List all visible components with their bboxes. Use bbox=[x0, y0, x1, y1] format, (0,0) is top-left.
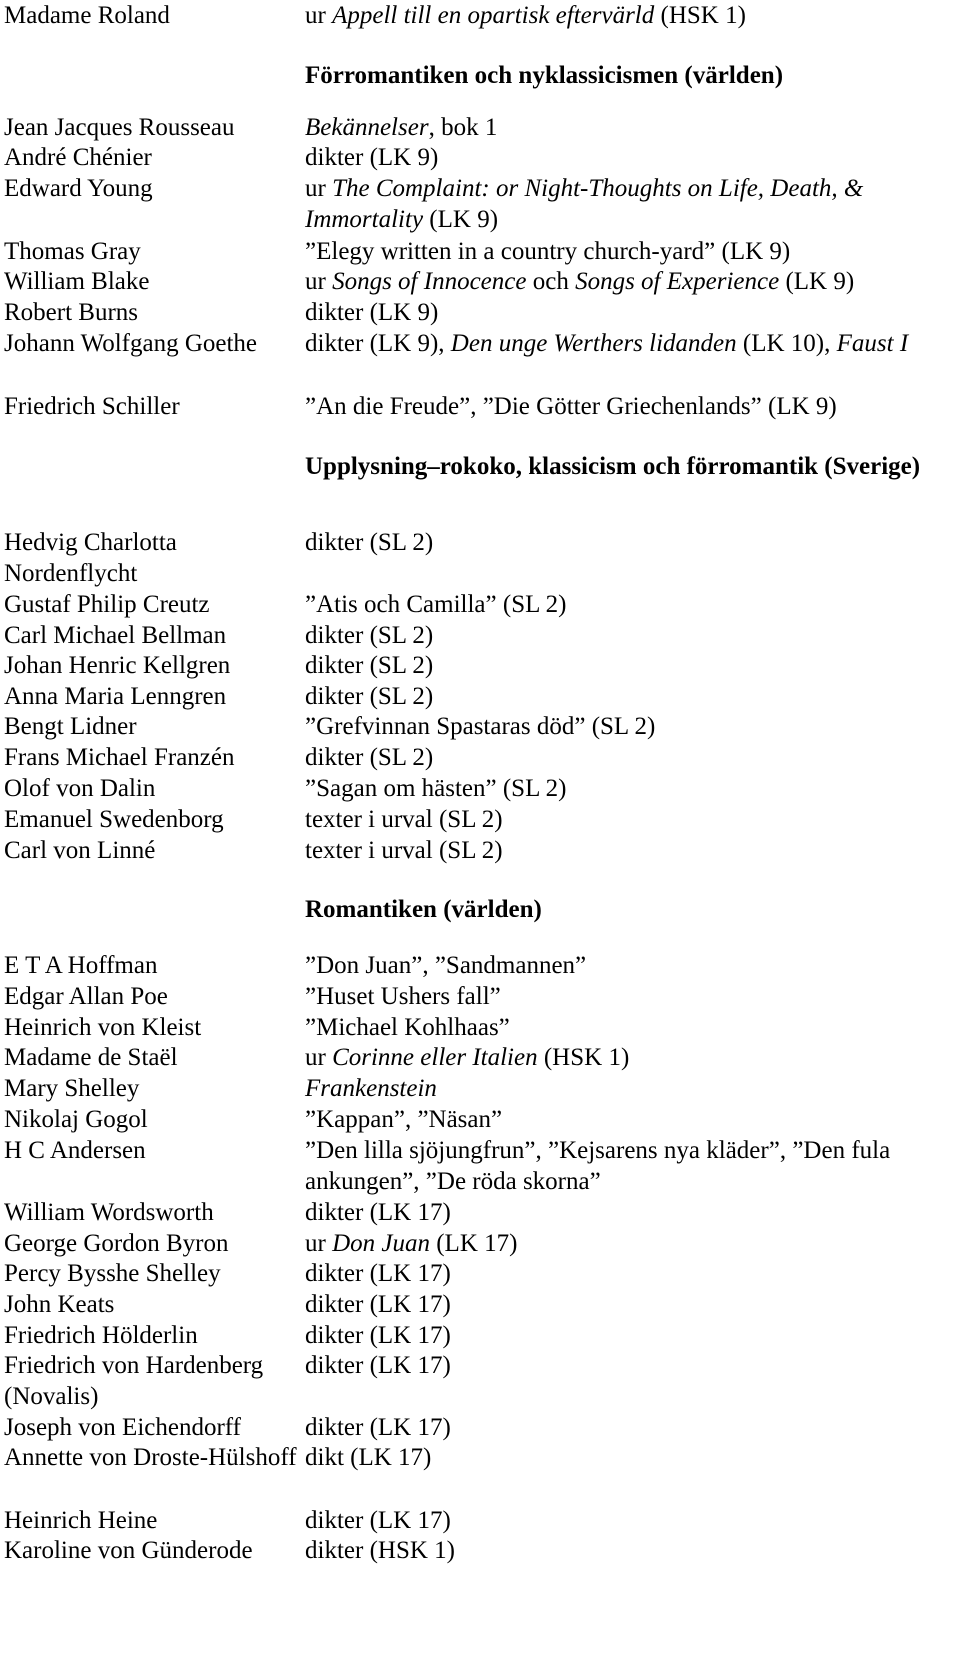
work-title-segment: ur bbox=[305, 268, 333, 295]
author-name: Carl Michael Bellman bbox=[4, 622, 227, 649]
work-title-segment: (HSK 1) bbox=[654, 2, 746, 29]
author-name: Hedvig Charlotta Nordenflycht bbox=[4, 529, 177, 587]
author-name: Madame Roland bbox=[4, 2, 170, 29]
work-title-italic-segment: Frankenstein bbox=[305, 1075, 437, 1102]
work-title-segment: dikt (LK 17) bbox=[305, 1444, 432, 1471]
author-name: Mary Shelley bbox=[4, 1075, 140, 1102]
author-name: Jean Jacques Rousseau bbox=[4, 114, 235, 141]
author-name: Anna Maria Lenngren bbox=[4, 683, 227, 710]
author-name: Edgar Allan Poe bbox=[4, 983, 168, 1010]
work-title bbox=[305, 112, 945, 143]
work-title-segment: dikter (SL 2) bbox=[305, 529, 434, 556]
work-title-segment: ”Huset Ushers fall” bbox=[305, 983, 501, 1010]
work-title bbox=[305, 1073, 945, 1104]
work-title-segment: och bbox=[526, 268, 576, 295]
work-title-segment: (LK 9) bbox=[423, 206, 499, 233]
work-title bbox=[305, 1258, 945, 1289]
work-title-segment: ”Den lilla sjöjungfrun”, ”Kejsarens nya kläder”, ”Den fula ankungen”, ”De röda skorna” bbox=[305, 1137, 891, 1195]
work-title-segment: dikter (SL 2) bbox=[305, 622, 434, 649]
work-title-segment: dikter (LK 17) bbox=[305, 1291, 451, 1318]
work-title-italic-segment: Appell till en opartisk eftervärld bbox=[332, 2, 655, 29]
author-name: Emanuel Swedenborg bbox=[4, 806, 224, 833]
author-name: Robert Burns bbox=[4, 299, 139, 326]
work-title-segment: ”Elegy written in a country church-yard” (LK 9) bbox=[305, 238, 791, 265]
work-title-segment: (LK 9) bbox=[779, 268, 855, 295]
work-title-segment: dikter (LK 9), bbox=[305, 330, 451, 357]
work-title-segment: ur bbox=[305, 1230, 333, 1257]
work-title-italic-segment: Songs of Innocence bbox=[332, 268, 527, 295]
work-title-segment: dikter (LK 17) bbox=[305, 1199, 451, 1226]
author-name: Bengt Lidner bbox=[4, 713, 137, 740]
work-title bbox=[305, 0, 945, 31]
work-title bbox=[305, 1535, 945, 1566]
work-title bbox=[305, 1197, 945, 1228]
work-title-italic-segment: Songs of Experience bbox=[575, 268, 780, 295]
work-title-segment: ur bbox=[305, 175, 333, 202]
work-title-segment: ur bbox=[305, 2, 333, 29]
author-name: H C Andersen bbox=[4, 1137, 146, 1164]
work-title-segment: dikter (LK 17) bbox=[305, 1414, 451, 1441]
work-title bbox=[305, 650, 945, 681]
section-heading-text: Upplysning–rokoko, klassicism och förromantik (Sverige) bbox=[305, 453, 921, 480]
work-title-segment: dikter (LK 17) bbox=[305, 1352, 451, 1379]
section-heading-text: Romantiken (världen) bbox=[305, 896, 542, 923]
work-title-italic-segment: Bekännelser bbox=[305, 114, 429, 141]
author-name: Percy Bysshe Shelley bbox=[4, 1260, 221, 1287]
work-title bbox=[305, 1320, 945, 1351]
author-name: Carl von Linné bbox=[4, 837, 156, 864]
author-name: Heinrich Heine bbox=[4, 1507, 158, 1534]
work-title bbox=[305, 328, 945, 359]
work-title bbox=[305, 1289, 945, 1320]
author-name: Johann Wolfgang Goethe bbox=[4, 330, 258, 357]
work-title-segment: ur bbox=[305, 1044, 333, 1071]
work-title bbox=[305, 1228, 945, 1259]
author-name: William Blake bbox=[4, 268, 150, 295]
work-title bbox=[305, 173, 945, 235]
work-title bbox=[305, 950, 945, 981]
author-name: George Gordon Byron bbox=[4, 1230, 229, 1257]
work-title bbox=[305, 1042, 945, 1073]
author-name: William Wordsworth bbox=[4, 1199, 214, 1226]
work-title-segment: ”An die Freude”, ”Die Götter Griechenlands” (LK 9) bbox=[305, 393, 837, 420]
work-title-segment: dikter (HSK 1) bbox=[305, 1537, 455, 1564]
author-name: André Chénier bbox=[4, 144, 152, 171]
work-title-segment: texter i urval (SL 2) bbox=[305, 806, 503, 833]
author-name: Frans Michael Franzén bbox=[4, 744, 235, 771]
work-title bbox=[305, 527, 945, 558]
author-name: John Keats bbox=[4, 1291, 115, 1318]
work-title-segment: ”Michael Kohlhaas” bbox=[305, 1014, 510, 1041]
author-name: Gustaf Philip Creutz bbox=[4, 591, 210, 618]
author-name: Johan Henric Kellgren bbox=[4, 652, 231, 679]
work-title-segment: (HSK 1) bbox=[537, 1044, 630, 1071]
work-title-segment: ”Atis och Camilla” (SL 2) bbox=[305, 591, 567, 618]
author-name: Annette von Droste-Hülshoff bbox=[4, 1444, 297, 1471]
work-title-italic-segment: The Complaint: or Night-Thoughts on Life, Death, & Immortality bbox=[305, 175, 864, 233]
work-title-segment: ”Grefvinnan Spastaras död” (SL 2) bbox=[305, 713, 656, 740]
author-name: Thomas Gray bbox=[4, 238, 141, 265]
work-title-segment: dikter (LK 17) bbox=[305, 1507, 451, 1534]
work-title-segment: (LK 10), bbox=[736, 330, 837, 357]
work-title-segment: dikter (LK 17) bbox=[305, 1322, 451, 1349]
author-name: Olof von Dalin bbox=[4, 775, 156, 802]
work-title-italic-segment: Corinne eller Italien bbox=[332, 1044, 538, 1071]
work-title bbox=[305, 266, 945, 297]
work-title bbox=[305, 835, 945, 866]
work-title bbox=[305, 142, 945, 173]
work-title-segment: dikter (SL 2) bbox=[305, 744, 434, 771]
author-name: Edward Young bbox=[4, 175, 153, 202]
author-name: E T A Hoffman bbox=[4, 952, 158, 979]
work-title-segment: dikter (LK 9) bbox=[305, 299, 439, 326]
work-title-segment: , bok 1 bbox=[428, 114, 498, 141]
work-title-segment: texter i urval (SL 2) bbox=[305, 837, 503, 864]
author-name: Friedrich von Hardenberg (Novalis) bbox=[4, 1352, 264, 1410]
work-title bbox=[305, 1350, 945, 1381]
work-title-segment: dikter (SL 2) bbox=[305, 683, 434, 710]
work-title bbox=[305, 236, 945, 267]
author-name: Friedrich Hölderlin bbox=[4, 1322, 198, 1349]
work-title bbox=[305, 981, 945, 1012]
work-title bbox=[305, 1412, 945, 1443]
work-title-segment: ”Sagan om hästen” (SL 2) bbox=[305, 775, 567, 802]
author-name: Friedrich Schiller bbox=[4, 393, 180, 420]
author-name: Heinrich von Kleist bbox=[4, 1014, 202, 1041]
work-title bbox=[305, 1012, 945, 1043]
work-title-segment: dikter (LK 9) bbox=[305, 144, 439, 171]
section-heading-text: Förromantiken och nyklassicismen (världen) bbox=[305, 62, 784, 89]
author-name: Nikolaj Gogol bbox=[4, 1106, 148, 1133]
work-title bbox=[305, 804, 945, 835]
author-name: Madame de Staël bbox=[4, 1044, 178, 1071]
work-title-segment: ”Don Juan”, ”Sandmannen” bbox=[305, 952, 587, 979]
work-title bbox=[305, 1104, 945, 1135]
work-title bbox=[305, 681, 945, 712]
work-title bbox=[305, 589, 945, 620]
work-title bbox=[305, 1135, 945, 1197]
work-title bbox=[305, 1442, 945, 1473]
work-title-segment: dikter (SL 2) bbox=[305, 652, 434, 679]
work-title-italic-segment: Den unge Werthers lidanden bbox=[450, 330, 737, 357]
work-title bbox=[305, 1505, 945, 1536]
author-name: Karoline von Günderode bbox=[4, 1537, 253, 1564]
work-title bbox=[305, 391, 945, 422]
work-title bbox=[305, 297, 945, 328]
work-title-italic-segment: Don Juan bbox=[332, 1230, 430, 1257]
work-title bbox=[305, 773, 945, 804]
work-title bbox=[305, 620, 945, 651]
work-title bbox=[305, 711, 945, 742]
author-name: Joseph von Eichendorff bbox=[4, 1414, 241, 1441]
work-title-segment: dikter (LK 17) bbox=[305, 1260, 451, 1287]
work-title-segment: (LK 17) bbox=[429, 1230, 518, 1257]
work-title-segment: ”Kappan”, ”Näsan” bbox=[305, 1106, 503, 1133]
work-title bbox=[305, 742, 945, 773]
work-title-italic-segment: Faust I bbox=[836, 330, 909, 357]
